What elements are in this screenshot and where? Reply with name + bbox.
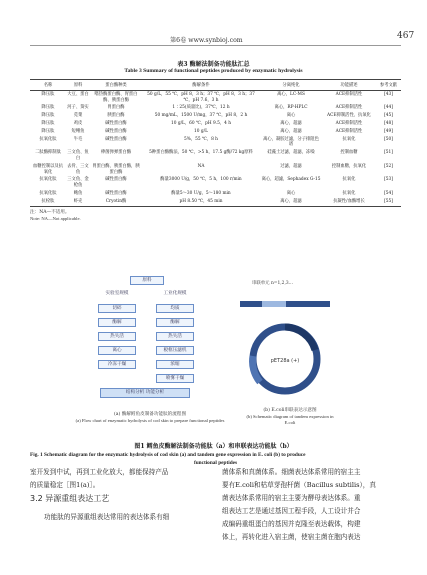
- table-cell: 棒菌弹弹蛋白酶: [100, 150, 132, 156]
- caption-b: [245, 408, 335, 426]
- table-cell: 抗氧化肽: [39, 177, 57, 183]
- table-cell: 碱性蛋白酶: [105, 136, 127, 142]
- page-number: 467: [397, 31, 415, 41]
- journal-header: 第6卷 www.synbioj.com: [170, 37, 243, 44]
- caption-b-cn: (b) E.coli串联表达示意图: [263, 408, 317, 413]
- figure-1: [30, 276, 401, 436]
- table-cell: 离心: [286, 113, 296, 119]
- table-note-en: Note: NA—Not applicable.: [30, 215, 81, 221]
- col-header-reference: 参考文献: [379, 83, 398, 88]
- flow-step: 热失活: [156, 332, 194, 341]
- caption-a-en: (a) Flow chart of enzymatic hydrolysis of cod skin to prepare functional peptides: [75, 417, 225, 423]
- flowchart-a: [90, 276, 210, 404]
- table-cell: 降压肽: [41, 128, 55, 134]
- table-cell: 降压肽: [41, 91, 55, 97]
- table-cell: 苋菜: [73, 113, 83, 119]
- figure-title-en: [30, 451, 401, 467]
- flow-step: 冷冻干燥: [98, 360, 136, 369]
- flow-top-raw-material: 原料: [130, 276, 164, 285]
- table-cell: 离心，超滤: [280, 198, 302, 204]
- table-row: [30, 149, 401, 163]
- table-cell: 抗凝性/血酶增长: [333, 198, 365, 204]
- table-cell: NA: [197, 163, 205, 169]
- section-heading: 3.2 异源重组表达工艺: [30, 494, 110, 503]
- table-cell: 鲍鱼: [73, 190, 83, 196]
- body-left-paragraph-1: [30, 466, 215, 492]
- table-cell: [51]: [384, 150, 393, 156]
- table-cell: 50 g/L，55 ℃，pH 8，3 h；37 ℃，pH 8，3 h；37 ℃，pH 7.6，3 h: [147, 91, 255, 103]
- body-line: 组表达工艺是通过基因工程手段，人工设计并合: [222, 507, 361, 515]
- body-line: 菌表达体系常用的宿主主要为酵母表达体系。重: [222, 494, 361, 502]
- table-cell: 胃蛋白酶: [107, 105, 125, 111]
- table-cell: 10 g/L，60 ℃，pH 9.5，4 h: [171, 120, 231, 126]
- table-cell: 离心: [286, 190, 296, 196]
- table-cell: 1∶25(质量比)，37℃，12 h: [172, 105, 230, 111]
- table-cell: 离心，超滤: [280, 128, 302, 134]
- table-cell: [50]: [384, 136, 393, 142]
- table-cell: 碱性蛋白酶: [105, 120, 127, 126]
- table-cell: 控制血糖，抗氧化: [331, 163, 367, 169]
- table-row: [30, 190, 401, 198]
- table-cell: Cryotin酶: [105, 198, 127, 204]
- table-cell: 酶量3000 U/g，50 ℃，5 h，100 r/min: [160, 177, 242, 183]
- functional-peptide-table: [30, 82, 401, 207]
- table-cell: 血糖控制以及抗氧化: [32, 163, 64, 175]
- flow-bottom-analysis: 结构分析 功能分析: [100, 388, 190, 398]
- table-cell: 10 g/L: [194, 128, 208, 134]
- table-cell: [52]: [384, 163, 393, 169]
- table-title-en: Table 3 Summary of functional peptides produced by enzymatic hydrolysis: [124, 68, 303, 74]
- insert-arc: [285, 327, 315, 350]
- table-cell: [43]: [384, 91, 393, 97]
- col-header-material: 原料: [73, 83, 83, 88]
- flow-step: 离心: [98, 346, 136, 355]
- table-top-rule: [30, 79, 401, 80]
- col-header-function: 功能描述: [340, 83, 358, 88]
- table-cell: 三文鱼、金枪鱼: [67, 177, 89, 189]
- caption-a-cn: (a) 酶解鳕鱼皮制备功能肽的流程图: [113, 412, 187, 417]
- table-cell: 降压肽: [41, 120, 55, 126]
- table-row: [30, 120, 401, 128]
- table-cell: 河子、葵实: [67, 105, 89, 111]
- figure-title-cn: 图1 鳕鱼皮酶解法制备功能肽（a）和串联表达功能肽（b）: [134, 443, 293, 450]
- table-cell: 硅藻土过滤，超滤，冻噪: [267, 150, 315, 156]
- table-cell: 降压肽: [41, 113, 55, 119]
- table-cell: 控制血糖: [340, 150, 358, 156]
- col-header-conditions: 酶解条件: [192, 83, 210, 88]
- figure-title-en-line2: functional peptides: [193, 460, 238, 466]
- table-note-cn: 注：NA—不适用。: [30, 209, 70, 215]
- body-right-paragraph: [222, 466, 402, 544]
- table-cell: 离心，超滤: [280, 120, 302, 126]
- table-cell: 牛毛: [73, 136, 83, 142]
- table-cell: [53]: [384, 177, 393, 183]
- table-cell: pH 8.50 ℃，45 min: [179, 198, 223, 204]
- plasmid-diagram: [230, 284, 340, 409]
- table-cell: [49]: [384, 128, 393, 134]
- table-cell: ACE抑制活性: [335, 128, 363, 134]
- table-title-cn: 表3 酶解法制备功能肽汇总: [177, 61, 250, 68]
- table-cell: 抗氧化: [342, 177, 356, 183]
- table-cell: [54]: [384, 190, 393, 196]
- caption-a: [70, 412, 230, 424]
- table-row: [30, 163, 401, 177]
- col-header-purification: 分离纯化: [282, 83, 300, 88]
- body-line: 成编码重组蛋白的基因并克隆至表达载体，构建: [222, 520, 361, 528]
- table-cell: 离心，RP-HPLC: [274, 105, 308, 111]
- flow-step: 浓缩: [156, 360, 194, 369]
- body-line: 菌体系和真菌体系。细菌表达体系常用的宿主主: [222, 468, 361, 476]
- table-cell: 虾壳: [73, 198, 83, 204]
- table-cell: ACE抑制活性: [335, 120, 363, 126]
- table-cell: 抗氧化: [342, 190, 356, 196]
- caption-b-en: (b) Schematic diagram of tandem expression in E.coli: [246, 413, 334, 425]
- table-cell: 三文鱼、鱼白: [67, 150, 89, 161]
- table-row: [30, 104, 401, 112]
- table-row: [30, 90, 401, 104]
- table-cell: 碱性蛋白酶: [105, 190, 127, 196]
- table-cell: 5种蛋白酶酶法，50 ℃，>5 h，17.5 g酶/72 kg原料: [149, 150, 253, 156]
- table-row: [30, 128, 401, 136]
- figure-title-en-line1: Fig. 1 Schematic diagram for the enzymatic hydrolysis of cod skin (a) and tandem gene expression in E. coli (b) to produce: [30, 452, 306, 458]
- flow-step: 工业化规模: [163, 291, 187, 296]
- table-cell: [55]: [384, 198, 393, 204]
- table-cell: 抗氧化肽: [39, 190, 57, 196]
- flow-step: 热失活: [98, 332, 136, 341]
- table-cell: 降压肽: [41, 105, 55, 111]
- table-cell: ACE抑制活性: [335, 91, 363, 97]
- table-cell: 碱性蛋白酶: [105, 177, 127, 183]
- table-cell: [44]: [384, 105, 393, 111]
- col-header-protease: 蛋白酶种类: [105, 83, 127, 88]
- table-cell: 大豆、蛋白: [67, 91, 89, 97]
- table-row: [30, 176, 401, 190]
- table-cell: 二肽酶抑制肽: [35, 150, 61, 156]
- table-cell: 过滤，超滤: [280, 163, 302, 169]
- table-cell: 胰蛋白酶: [107, 113, 125, 119]
- flow-step: 均质: [156, 304, 194, 313]
- flow-step: 板框压滤机: [156, 346, 194, 355]
- header-rule: [30, 45, 401, 46]
- flow-step: 酶解: [98, 318, 136, 327]
- tandem-repeat-label: 串联单元 n=1,2,3…: [252, 281, 294, 286]
- table-cell: [45]: [384, 113, 393, 119]
- table-cell: 离心，LC-MS: [277, 91, 305, 97]
- tandem-unit: [262, 301, 286, 307]
- table-cell: 抗氧化肽: [39, 136, 57, 142]
- table-cell: 5%，55 ℃，8 h: [184, 136, 218, 142]
- body-line: 室开发到中试，再到工业化放大，都能保持产品: [30, 468, 169, 476]
- plasmid-name: pET28a (+): [270, 358, 300, 364]
- table-row: [30, 136, 401, 150]
- table-cell: 离心，凝胶过滤，分子排阻色谱: [263, 136, 319, 148]
- flow-step: 酶解: [156, 318, 194, 327]
- table-cell: 胃蛋白酶，胰蛋白酶，胰蛋白酶: [92, 163, 140, 175]
- flow-step: 实验室规模: [105, 291, 129, 296]
- table-cell: 碱性蛋白酶: [105, 128, 127, 134]
- flow-step: 喷雾干燥: [156, 374, 194, 383]
- table-cell: ACE抑制活性、抗氧化: [327, 113, 371, 119]
- body-line: 体上，再转化进入宿主菌，使宿主菌在胞内表达: [222, 533, 361, 541]
- flow-step: 切碎: [98, 304, 136, 313]
- table-row: [30, 112, 401, 120]
- table-cell: [48]: [384, 120, 393, 126]
- table-cell: 抗氧化: [342, 136, 356, 142]
- table-cell: ACE抑制活性: [335, 105, 363, 111]
- table-cell: 酶量5～30 U/g，5～180 min: [171, 190, 231, 196]
- table-cell: 离心，超滤，Sephadex G-15: [261, 177, 321, 183]
- table-cell: 嗜热酶蛋白酶、胃蛋白酶、胰蛋白酶: [94, 91, 138, 103]
- col-header-name: 名称: [43, 83, 53, 88]
- table-cell: 鸡皮: [73, 120, 83, 126]
- body-line: 的质量稳定［图1(a)］。: [30, 481, 100, 489]
- table-cell: 50 mg/mL，1500 U/mg，37 ℃，pH 8，2 h: [154, 113, 248, 119]
- body-left-paragraph-2: 功能肽的异源重组表达常用的表达体系有细: [44, 513, 170, 521]
- table-cell: 去骨、三文鱼: [67, 163, 89, 175]
- table-cell: 短鳍鱼: [71, 128, 85, 134]
- table-cell: 抗栓肽: [41, 198, 55, 204]
- table-row: [30, 198, 401, 206]
- body-line: 要有E.coli和枯草芽孢杆菌（Bacillus subtilis），真: [222, 481, 376, 489]
